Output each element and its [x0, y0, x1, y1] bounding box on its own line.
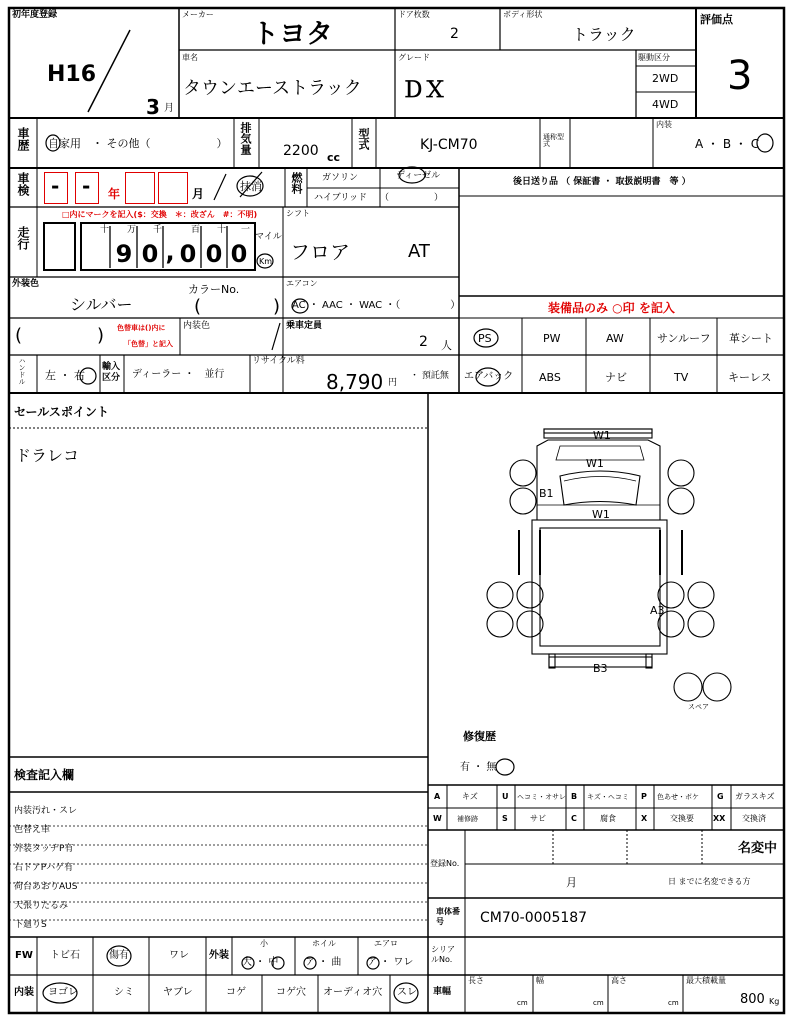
fw-damage: 傷有 — [109, 950, 129, 961]
legend-w-code: W — [433, 814, 442, 823]
inspection-note-4: 右ドアPハゲ有 — [14, 863, 74, 873]
place-label-2: 万 — [127, 225, 137, 235]
legend-p-text: 色あせ・ボケ — [657, 793, 699, 801]
aero-opts: ア ・ ワレ — [367, 957, 414, 968]
color-change-paren-open: ( — [15, 325, 23, 346]
import-dealer: ディーラー ・ 並行 — [132, 369, 225, 380]
interior-color-label: 内装色 — [183, 321, 211, 331]
score: 3 — [727, 53, 753, 99]
displacement-unit: cc — [327, 151, 341, 164]
inspection-label: 車検 — [16, 172, 30, 196]
fuel-label: 燃料 — [290, 172, 303, 194]
shift-label: シフト — [286, 209, 310, 218]
equip-airbag: エアバック — [464, 371, 514, 382]
legend-p-code: P — [641, 792, 647, 801]
fuel-gasoline: ガソリン — [322, 173, 359, 183]
registration-label: 登録No. — [430, 859, 460, 868]
capacity: 2 — [419, 334, 428, 350]
mileage-digit-5: 0 — [230, 240, 248, 268]
equip-leather: 革シート — [729, 332, 773, 345]
legend-xx-code: XX — [713, 814, 726, 823]
maker: トヨタ — [252, 19, 333, 50]
legend-c-text: 腐食 — [600, 814, 616, 823]
handle-lr: 左 ・ 右 — [45, 369, 85, 382]
height-label: 高さ — [611, 976, 627, 985]
diagram-mark-b3: B3 — [593, 662, 608, 675]
serial-label: シリアルNo. — [431, 945, 455, 964]
color-change-paren-close: ) — [97, 325, 105, 346]
legend-s-code: S — [502, 814, 508, 823]
diagram-mark-a3: A3 — [650, 604, 665, 617]
color-no-paren: ( ) — [194, 296, 281, 317]
recycle-fee: 8,790 — [326, 370, 384, 394]
color: シルバー — [70, 295, 133, 314]
color-no-label: カラーNo. — [188, 283, 240, 296]
car-name-label: 車名 — [182, 53, 198, 62]
mileage-digit-2: 0 — [141, 240, 159, 268]
displacement-label: 排気量 — [239, 122, 252, 155]
later-items: 後日送り品 （ 保証書 ・ 取扱説明書 等 ） — [513, 177, 691, 187]
int-dirt: ヨゴレ — [48, 987, 78, 998]
shift-type: AT — [408, 241, 430, 262]
inspection-notes-title: 検査記入欄 — [14, 768, 75, 782]
score-label: 評価点 — [700, 13, 733, 26]
color-change-note-2: 「色替」と記入 — [124, 340, 173, 348]
interior-label: 内装 — [656, 120, 672, 129]
common-model-label: 通称型式 — [543, 133, 564, 148]
first-reg-month-unit: 月 — [164, 103, 174, 114]
grade: ＤＸ — [402, 78, 447, 103]
int-stain: シミ — [114, 987, 134, 998]
repair-value: 有 ・ 無 — [460, 762, 497, 773]
interior-grades: A ・ B ・ C — [695, 137, 760, 151]
handle-label: ハンドル — [18, 357, 26, 385]
doors-label: ドア枚数 — [398, 10, 430, 19]
wheel-label: ホイル — [312, 939, 336, 948]
sales-point-label: セールスポイント — [14, 405, 109, 419]
mileage-digit-3: 0 — [179, 240, 197, 268]
exterior-label: 外装 — [209, 950, 229, 961]
int-audio-hole: オーディオ穴 — [323, 987, 383, 998]
legend-x-code: X — [641, 814, 648, 823]
legend-g-text: ガラスキズ — [735, 792, 775, 801]
drive-label: 駆動区分 — [638, 53, 670, 62]
inspection-note-3: 外装タッチP有 — [14, 844, 74, 854]
inspection-note-5: 荷台あおりAUS — [14, 882, 78, 892]
small-label: 小 — [260, 939, 268, 948]
place-label-3: 千 — [153, 225, 163, 235]
int-burn: コゲ — [226, 987, 246, 998]
legend-a-text: キズ — [462, 792, 478, 801]
diagram-mark-b1: B1 — [539, 487, 554, 500]
aero-label: エアロ — [374, 939, 398, 948]
recycle-deposit: ・ 預託無 — [410, 371, 449, 381]
registration-day-text: 日 までに名変できる方 — [668, 877, 751, 886]
inspection-note-1: 内装汚れ・スレ — [14, 806, 78, 816]
first-reg-label: 初年度登録 — [12, 10, 58, 20]
usage: 自家用 ・ その他（ ） — [48, 137, 228, 150]
legend-a-code: A — [434, 792, 441, 801]
maker-label: メーカー — [182, 10, 214, 19]
fw-chip: トビ石 — [50, 950, 80, 961]
small-opts: 大 ・ 中 — [242, 957, 279, 968]
color-change-note-1: 色替車は()内に — [117, 324, 166, 332]
size-label: 車幅 — [433, 987, 452, 997]
body-type-label: ボディ形状 — [503, 10, 543, 19]
sales-point-text: ドラレコ — [15, 446, 80, 465]
int-burn-hole: コゲ穴 — [276, 987, 306, 998]
inspection-note-2: 色替え車 — [14, 825, 51, 835]
legend-u-code: U — [502, 792, 509, 801]
height-unit: cm — [668, 999, 679, 1007]
place-label-5: 十 — [217, 225, 227, 235]
inspection-dash-1: - — [51, 174, 60, 198]
equip-sunroof: サンルーフ — [657, 332, 711, 345]
name-change: 名変中 — [738, 841, 778, 856]
inspection-dash-2: - — [82, 174, 91, 198]
interior-row-label: 内装 — [14, 987, 34, 998]
equip-tv: TV — [674, 371, 689, 384]
capacity-label: 乗車定員 — [286, 321, 323, 331]
legend-b-text: キズ・ヘコミ — [587, 793, 629, 801]
mileage-digit-1: 9 — [115, 240, 133, 268]
grade-label: グレード — [398, 53, 430, 62]
diagram-mark-w1-bumper: W1 — [593, 429, 611, 442]
legend-x-text: 交換要 — [670, 814, 694, 823]
recycle-unit: 円 — [388, 378, 398, 388]
repair-label: 修復歴 — [463, 730, 496, 743]
fuel-hybrid-paren: （ ） — [380, 193, 444, 203]
shift-floor: フロア — [290, 240, 350, 264]
chassis-label: 車体番号 — [436, 907, 460, 926]
equip-navi: ナビ — [605, 371, 627, 384]
drive-2wd: 2WD — [652, 72, 679, 85]
diagram-mark-w1-roof: W1 — [592, 508, 610, 521]
drive-4wd: 4WD — [652, 98, 679, 111]
place-label-1: 十 — [100, 225, 110, 235]
inspection-month-unit: 月 — [192, 187, 205, 201]
legend-u-text: ヘコミ・オサレ — [517, 793, 566, 801]
equip-ps: PS — [478, 332, 492, 345]
mileage-mile: マイル — [255, 232, 282, 242]
max-load-unit: Kg — [769, 997, 780, 1006]
max-load-label: 最大積載量 — [686, 976, 726, 985]
legend-w-text: 補修跡 — [457, 815, 478, 823]
equip-abs: ABS — [539, 371, 561, 384]
inspection-note-6: 天張りたるみ — [14, 901, 69, 911]
aircon-opts: AC ・ AAC ・ WAC ・（ ） — [292, 300, 461, 311]
legend-b-code: B — [571, 792, 578, 801]
place-label-4: 百 — [191, 225, 201, 235]
int-tear: ヤブレ — [163, 987, 193, 998]
history-label: 車歴 — [16, 127, 30, 151]
fw-crack: ワレ — [169, 950, 189, 961]
diagram-spare: スペア — [688, 703, 709, 711]
inspection-note-7: 下廻りS — [14, 920, 47, 930]
mileage-comma: , — [165, 238, 175, 266]
fw-label: FW — [15, 950, 33, 961]
first-reg-year: H16 — [47, 62, 97, 87]
expired: 抹消 — [240, 180, 262, 193]
length-label: 長さ — [468, 976, 484, 985]
displacement: 2200 — [283, 143, 319, 159]
width-label: 幅 — [536, 976, 544, 985]
mileage-label: 走行 — [16, 226, 30, 250]
legend-c-code: C — [571, 814, 577, 823]
car-name: タウンエーストラック — [183, 78, 362, 99]
first-reg-month: 3 — [146, 95, 160, 119]
model-label: 型式 — [357, 128, 370, 150]
recycle-label: リサイクル料 — [252, 356, 305, 366]
equip-aw: AW — [606, 332, 624, 345]
capacity-unit: 人 — [441, 339, 452, 352]
diagram-mark-w1-hood: W1 — [586, 457, 604, 470]
equip-pw: PW — [543, 332, 561, 345]
equipment-title: 装備品のみ ○印 を記入 — [548, 301, 675, 315]
body-type: トラック — [572, 25, 636, 44]
aircon-label: エアコン — [286, 279, 318, 288]
place-label-6: 一 — [241, 225, 251, 235]
length-unit: cm — [517, 999, 528, 1007]
mileage-note: □内にマークを記入($：交換 ＊：改ざん #：不明) — [62, 210, 258, 219]
equip-keyless: キーレス — [728, 371, 772, 384]
fuel-diesel: ディーゼル — [396, 171, 441, 181]
import-label: 輸入区分 — [102, 362, 121, 383]
int-scuff: スレ — [397, 987, 417, 998]
fuel-hybrid: ハイブリッド — [314, 193, 368, 203]
chassis-number: CM70-0005187 — [480, 910, 588, 926]
width-unit: cm — [593, 999, 604, 1007]
registration-month-unit: 月 — [566, 876, 577, 889]
color-label: 外装色 — [12, 279, 40, 289]
wheel-opts: ア ・ 曲 — [305, 957, 342, 968]
doors: 2 — [450, 26, 459, 42]
legend-g-code: G — [717, 792, 724, 801]
model: KJ-CM70 — [420, 137, 478, 153]
max-load: 800 — [740, 992, 765, 1007]
inspection-year-unit: 年 — [108, 187, 121, 201]
legend-s-text: サビ — [530, 814, 546, 823]
legend-xx-text: 交換済 — [742, 814, 766, 823]
mileage-km: Km — [259, 257, 273, 266]
mileage-digit-4: 0 — [205, 240, 223, 268]
